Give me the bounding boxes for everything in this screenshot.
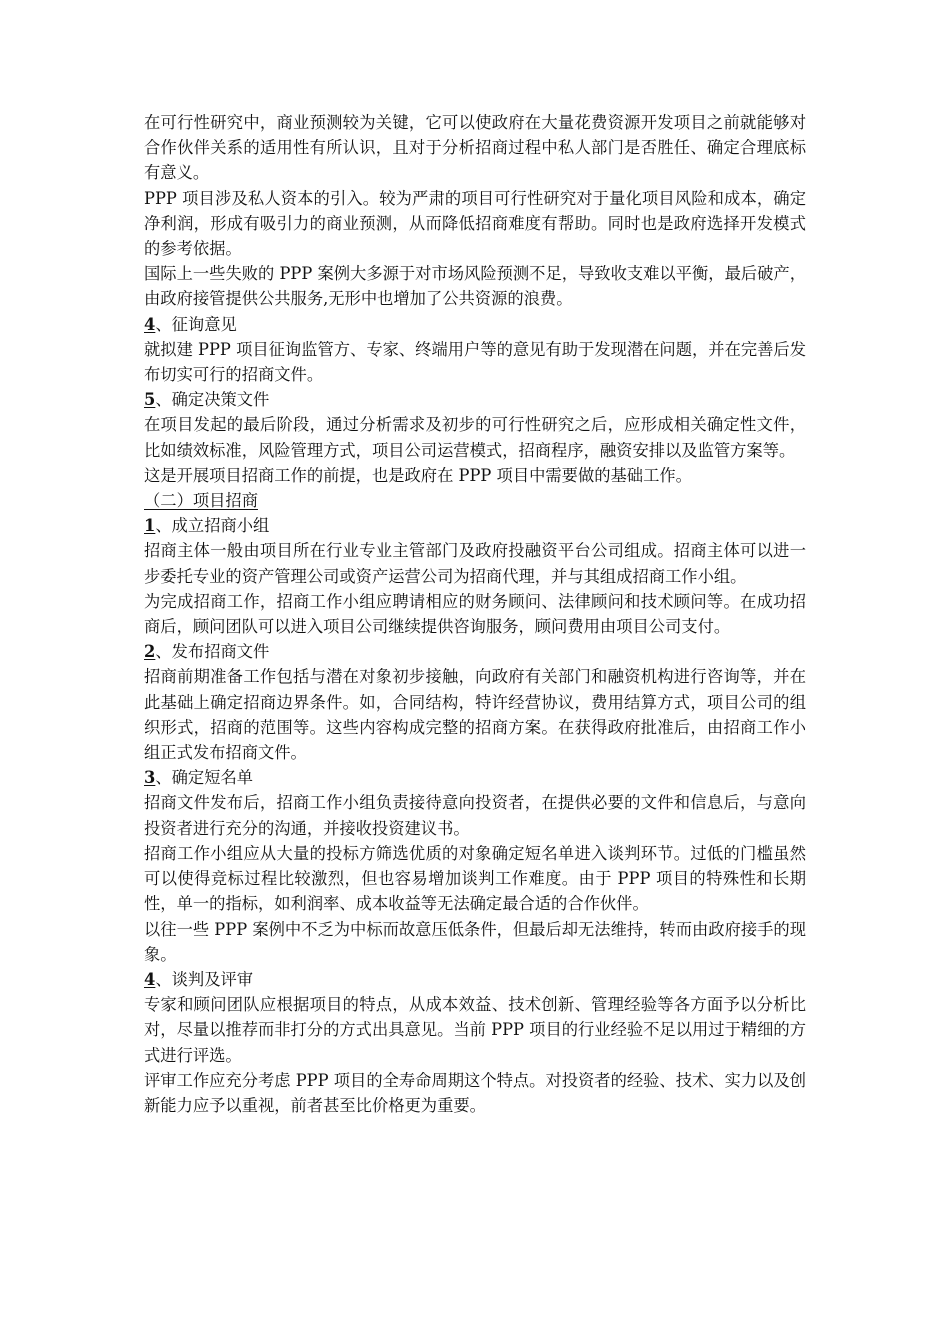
heading-number: 2 [144,642,156,662]
heading-text: 、征询意见 [155,314,237,334]
heading-negotiation-review [144,967,806,992]
heading-decision-documents [144,387,806,412]
section-heading-project-investment: （二）项目招商 [144,491,258,511]
paragraph: 招商主体一般由项目所在行业专业主管部门及政府投融资平台公司组成。招商主体可以进一步委托专业的资产管理公司或资产运营公司为招商代理，并与其组成招商工作小组。 [144,541,806,586]
paragraph: 这是开展项目招商工作的前提，也是政府在 PPP 项目中需要做的基础工作。 [144,465,692,485]
document-page [144,110,806,1118]
heading-shortlist [144,765,806,790]
paragraph: 评审工作应充分考虑 PPP 项目的全寿命周期这个特点。对投资者的经验、技术、实力以及创新能力应予以重视，前者甚至比价格更为重要。 [144,1070,806,1115]
heading-text: 、成立招商小组 [155,516,270,536]
paragraph: PPP 项目涉及私人资本的引入。较为严肃的项目可行性研究对于量化项目风险和成本，确定净利润，形成有吸引力的商业预测，从而降低招商难度有帮助。同时也是政府选择开发模式的参考依据。 [144,188,806,259]
paragraph: 以往一些 PPP 案例中不乏为中标而故意压低条件，但最后却无法维持，转而由政府接手的现象。 [144,919,806,964]
heading-text: 、谈判及评审 [155,969,254,989]
paragraph: 在可行性研究中，商业预测较为关键，它可以使政府在大量花费资源开发项目之前就能够对合作伙伴关系的适用性有所认识，且对于分析招商过程中私人部门是否胜任、确定合理底标有意义。 [144,113,806,183]
paragraph: 招商工作小组应从大量的投标方筛选优质的对象确定短名单进入谈判环节。过低的门槛虽然可以使得竞标过程比较激烈，但也容易增加谈判工作难度。由于 PPP 项目的特殊性和长期性，单一的指标，如利润率、成本收益等无法确定最合适的合作伙伴。 [144,843,806,914]
heading-text: 、确定决策文件 [155,390,270,410]
paragraph: 国际上一些失败的 PPP 案例大多源于对市场风险预测不足，导致收支难以平衡，最后破产，由政府接管提供公共服务,无形中也增加了公共资源的浪费。 [144,264,806,309]
heading-text: 、发布招商文件 [155,642,270,662]
heading-text: 、确定短名单 [155,768,254,788]
heading-number: 3 [144,768,156,788]
paragraph: 专家和顾问团队应根据项目的特点，从成本效益、技术创新、管理经验等各方面予以分析比对，尽量以推荐而非打分的方式出具意见。当前 PPP 项目的行业经验不足以用过于精细的方式进行评选。 [144,995,806,1065]
heading-publish-documents [144,639,806,664]
heading-number: 1 [144,516,156,536]
paragraph: 招商文件发布后，招商工作小组负责接待意向投资者，在提供必要的文件和信息后，与意向投资者进行充分的沟通，并接收投资建议书。 [144,793,806,838]
heading-number: 4 [144,314,156,334]
heading-number: 4 [144,969,156,989]
paragraph: 为完成招商工作，招商工作小组应聘请相应的财务顾问、法律顾问和技术顾问等。在成功招商后，顾问团队可以进入项目公司继续提供咨询服务，顾问费用由项目公司支付。 [144,591,806,637]
heading-number: 5 [144,390,156,410]
paragraph: 招商前期准备工作包括与潜在对象初步接触，向政府有关部门和融资机构进行咨询等，并在此基础上确定招商边界条件。如，合同结构，特许经营协议，费用结算方式，项目公司的组织形式，招商的范围等。这些内容构成完整的招商方案。在获得政府批准后，由招商工作小组正式发布招商文件。 [144,667,806,763]
paragraph: 在项目发起的最后阶段，通过分析需求及初步的可行性研究之后，应形成相关确定性文件，比如绩效标准，风险管理方式，项目公司运营模式，招商程序，融资安排以及监管方案等。 [144,415,806,460]
paragraph: 就拟建 PPP 项目征询监管方、专家、终端用户等的意见有助于发现潜在问题，并在完善后发布切实可行的招商文件。 [144,339,806,385]
heading-consult-opinions [144,312,806,337]
heading-form-team [144,513,806,538]
